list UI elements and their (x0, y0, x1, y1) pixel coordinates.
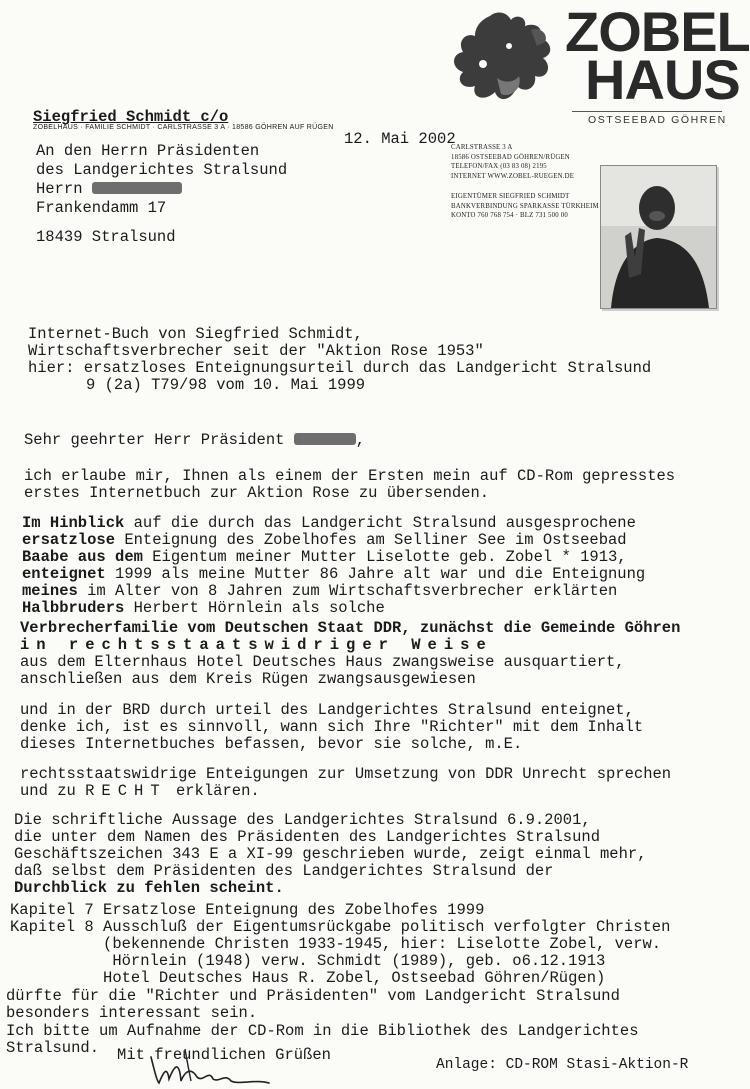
handwritten-signature (145, 1043, 285, 1087)
text-line: enteignet 1999 als meine Mutter 86 Jahre alt war und die Enteignung (22, 565, 646, 583)
text-line: Baabe aus dem Eigentum meiner Mutter Liselotte geb. Zobel * 1913, (22, 548, 627, 566)
paragraph-recht (20, 766, 671, 800)
text-line: ersatzlose Enteignung des Zobelhofes am Selliner See im Ostseebad (22, 531, 627, 549)
logo-text-zobel: ZOBEL (565, 0, 750, 63)
text-line: rechtsstaatswidrige Enteigungen zur Umsetzung von DDR Unrecht sprechen (20, 765, 672, 783)
text-line (20, 783, 671, 800)
paragraph-interesse (6, 988, 620, 1022)
chapter-line: Hotel Deutsches Haus R. Zobel, Ostseebad Göhren/Rügen) (10, 969, 606, 987)
contact-internet: INTERNET WWW.ZOBEL-RUEGEN.DE (451, 172, 575, 180)
logo-tagline: OSTSEEBAD GÖHREN (588, 114, 727, 126)
text-line: und in der BRD durch urteil des Landgerichtes Stralsund enteignet, (20, 701, 634, 719)
paragraph-brd (20, 702, 643, 753)
text-fragment: Stralsund. (6, 1039, 100, 1057)
contact-account: KONTO 760 768 754 · BLZ 731 500 00 (451, 212, 568, 219)
text-line: daß selbst dem Präsidenten des Landgerichtes Stralsund der (14, 862, 554, 880)
salutation (24, 432, 365, 449)
paragraph-enteignung (22, 515, 645, 617)
text-line: die unter dem Namen des Präsidenten des Landgerichtes Stralsund (14, 828, 600, 846)
text-line: denke ich, ist es sinnvoll, wann sich Ihre "Richter" mit dem Inhalt (20, 718, 644, 736)
text-line: besonders interessant sein. (6, 1004, 258, 1022)
closing-block (6, 1022, 639, 1064)
subject-line: Internet-Buch von Siegfried Schmidt, (28, 325, 363, 343)
sender-name: Siegfried Schmidt c/o (33, 108, 229, 126)
text-line-spaced: in rechtsstaatswidriger Weise (20, 636, 493, 654)
chapter-line: Kapitel 8 Ausschluß der Eigentumsrückgabe politisch verfolgter Christen (10, 918, 671, 936)
salutation-end: , (355, 431, 366, 449)
logo-rule (572, 111, 722, 112)
text-line: anschließen aus dem Kreis Rügen zwangsausgewiesen (20, 670, 476, 688)
chapter-list (10, 902, 670, 987)
redacted-name (92, 182, 182, 194)
text-line: Halbbruders Herbert Hörnlein als solche (22, 599, 385, 617)
paragraph-aussage (14, 812, 647, 897)
text-line: Im Hinblick auf die durch das Landgericht Stralsund ausgesprochene (22, 514, 636, 532)
chapter-line: Kapitel 7 Ersatzlose Enteignung des Zobelhofes 1999 (10, 901, 485, 919)
redacted-name (294, 433, 356, 445)
portrait-photo (600, 165, 717, 309)
text-line: Durchblick zu fehlen scheint. (14, 879, 284, 897)
subject-line: hier: ersatzloses Enteignungsurteil durch das Landgericht Stralsund (28, 359, 652, 377)
recipient-line (36, 180, 287, 199)
text-fragment: erklären. (175, 782, 260, 800)
text-line: Ich bitte um Aufnahme der CD-Rom in die Bibliothek des Landgerichtes (6, 1022, 639, 1040)
contact-bank: BANKVERBINDUNG SPARKASSE TÜRKHEIM (451, 202, 599, 210)
recipient-line: Frankendamm 17 (36, 199, 167, 217)
recipient-line (36, 218, 287, 228)
text-line: dürfte für die "Richter und Präsidenten" vom Landgericht Stralsund (6, 987, 620, 1005)
logo-text-haus: HAUS (585, 48, 740, 111)
text-line: aus dem Elternhaus Hotel Deutsches Haus zwangsweise ausquartiert, (20, 653, 625, 671)
greeting: Mit freundlichen Grüßen (117, 1046, 331, 1064)
recipient-herrn: Herrn (36, 180, 83, 198)
subject-line: 9 (2a) T79/98 vom 10. Mai 1999 (86, 376, 366, 394)
subject-block (28, 326, 651, 394)
text-line: dieses Internetbuches befassen, bevor sie solche, m.E. (20, 735, 523, 753)
portrait-person-icon (601, 166, 716, 308)
contact-block (451, 143, 599, 221)
contact-owner: EIGENTÜMER SIEGFRIED SCHMIDT (451, 193, 570, 200)
text-line: erstes Internetbuch zur Aktion Rose zu übersenden. (24, 484, 490, 502)
sender-address: ZOBELHAUS · FAMILIE SCHMIDT · CARLSTRASSE 3 A · 18586 GÖHREN AUF RÜGEN (33, 124, 334, 131)
text-fragment-spaced: RECHT (85, 782, 167, 800)
paragraph-ddr (20, 620, 680, 688)
text-line: ich erlaube mir, Ihnen als einem der Ersten mein auf CD-Rom gepresstes (24, 467, 676, 485)
contact-street: CARLSTRASSE 3 A (451, 144, 513, 151)
contact-phone: TELEFON/FAX (03 83 08) 2195 (451, 163, 547, 170)
chapter-line: Hörnlein (1948) verw. Schmidt (1989), geb. o6.12.1913 (10, 952, 606, 970)
recipient-address (36, 142, 287, 247)
text-fragment: und zu (20, 782, 76, 800)
text-line: Verbrecherfamilie vom Deutschen Staat DDR, zunächst die Gemeinde Göhren (20, 619, 681, 637)
salutation-text: Sehr geehrter Herr Präsident (24, 431, 285, 449)
text-line: Geschäftszeichen 343 E a XI-99 geschrieben wurde, zeigt einmal mehr, (14, 845, 647, 863)
contact-city: 18586 OSTSEEBAD GÖHREN/RÜGEN (451, 153, 570, 161)
attachment-note: Anlage: CD-ROM Stasi-Aktion-R (436, 1057, 689, 1073)
text-line (6, 1039, 639, 1064)
chapter-line: (bekennende Christen 1933-1945, hier: Liselotte Zobel, verw. (10, 935, 662, 953)
recipient-line: An den Herrn Präsidenten (36, 142, 260, 160)
paragraph-intro (24, 468, 675, 502)
recipient-line: 18439 Stralsund (36, 228, 176, 246)
subject-line: Wirtschaftsverbrecher seit der "Aktion Rose 1953" (28, 342, 484, 360)
recipient-line: des Landgerichtes Stralsund (36, 161, 288, 179)
text-line: Die schriftliche Aussage des Landgerichtes Stralsund 6.9.2001, (14, 811, 591, 829)
ruegen-island-icon (435, 6, 570, 116)
text-line: meines im Alter von 8 Jahren zum Wirtschaftsverbrecher erklärten (22, 582, 618, 600)
letter-date: 12. Mai 2002 (344, 130, 456, 148)
